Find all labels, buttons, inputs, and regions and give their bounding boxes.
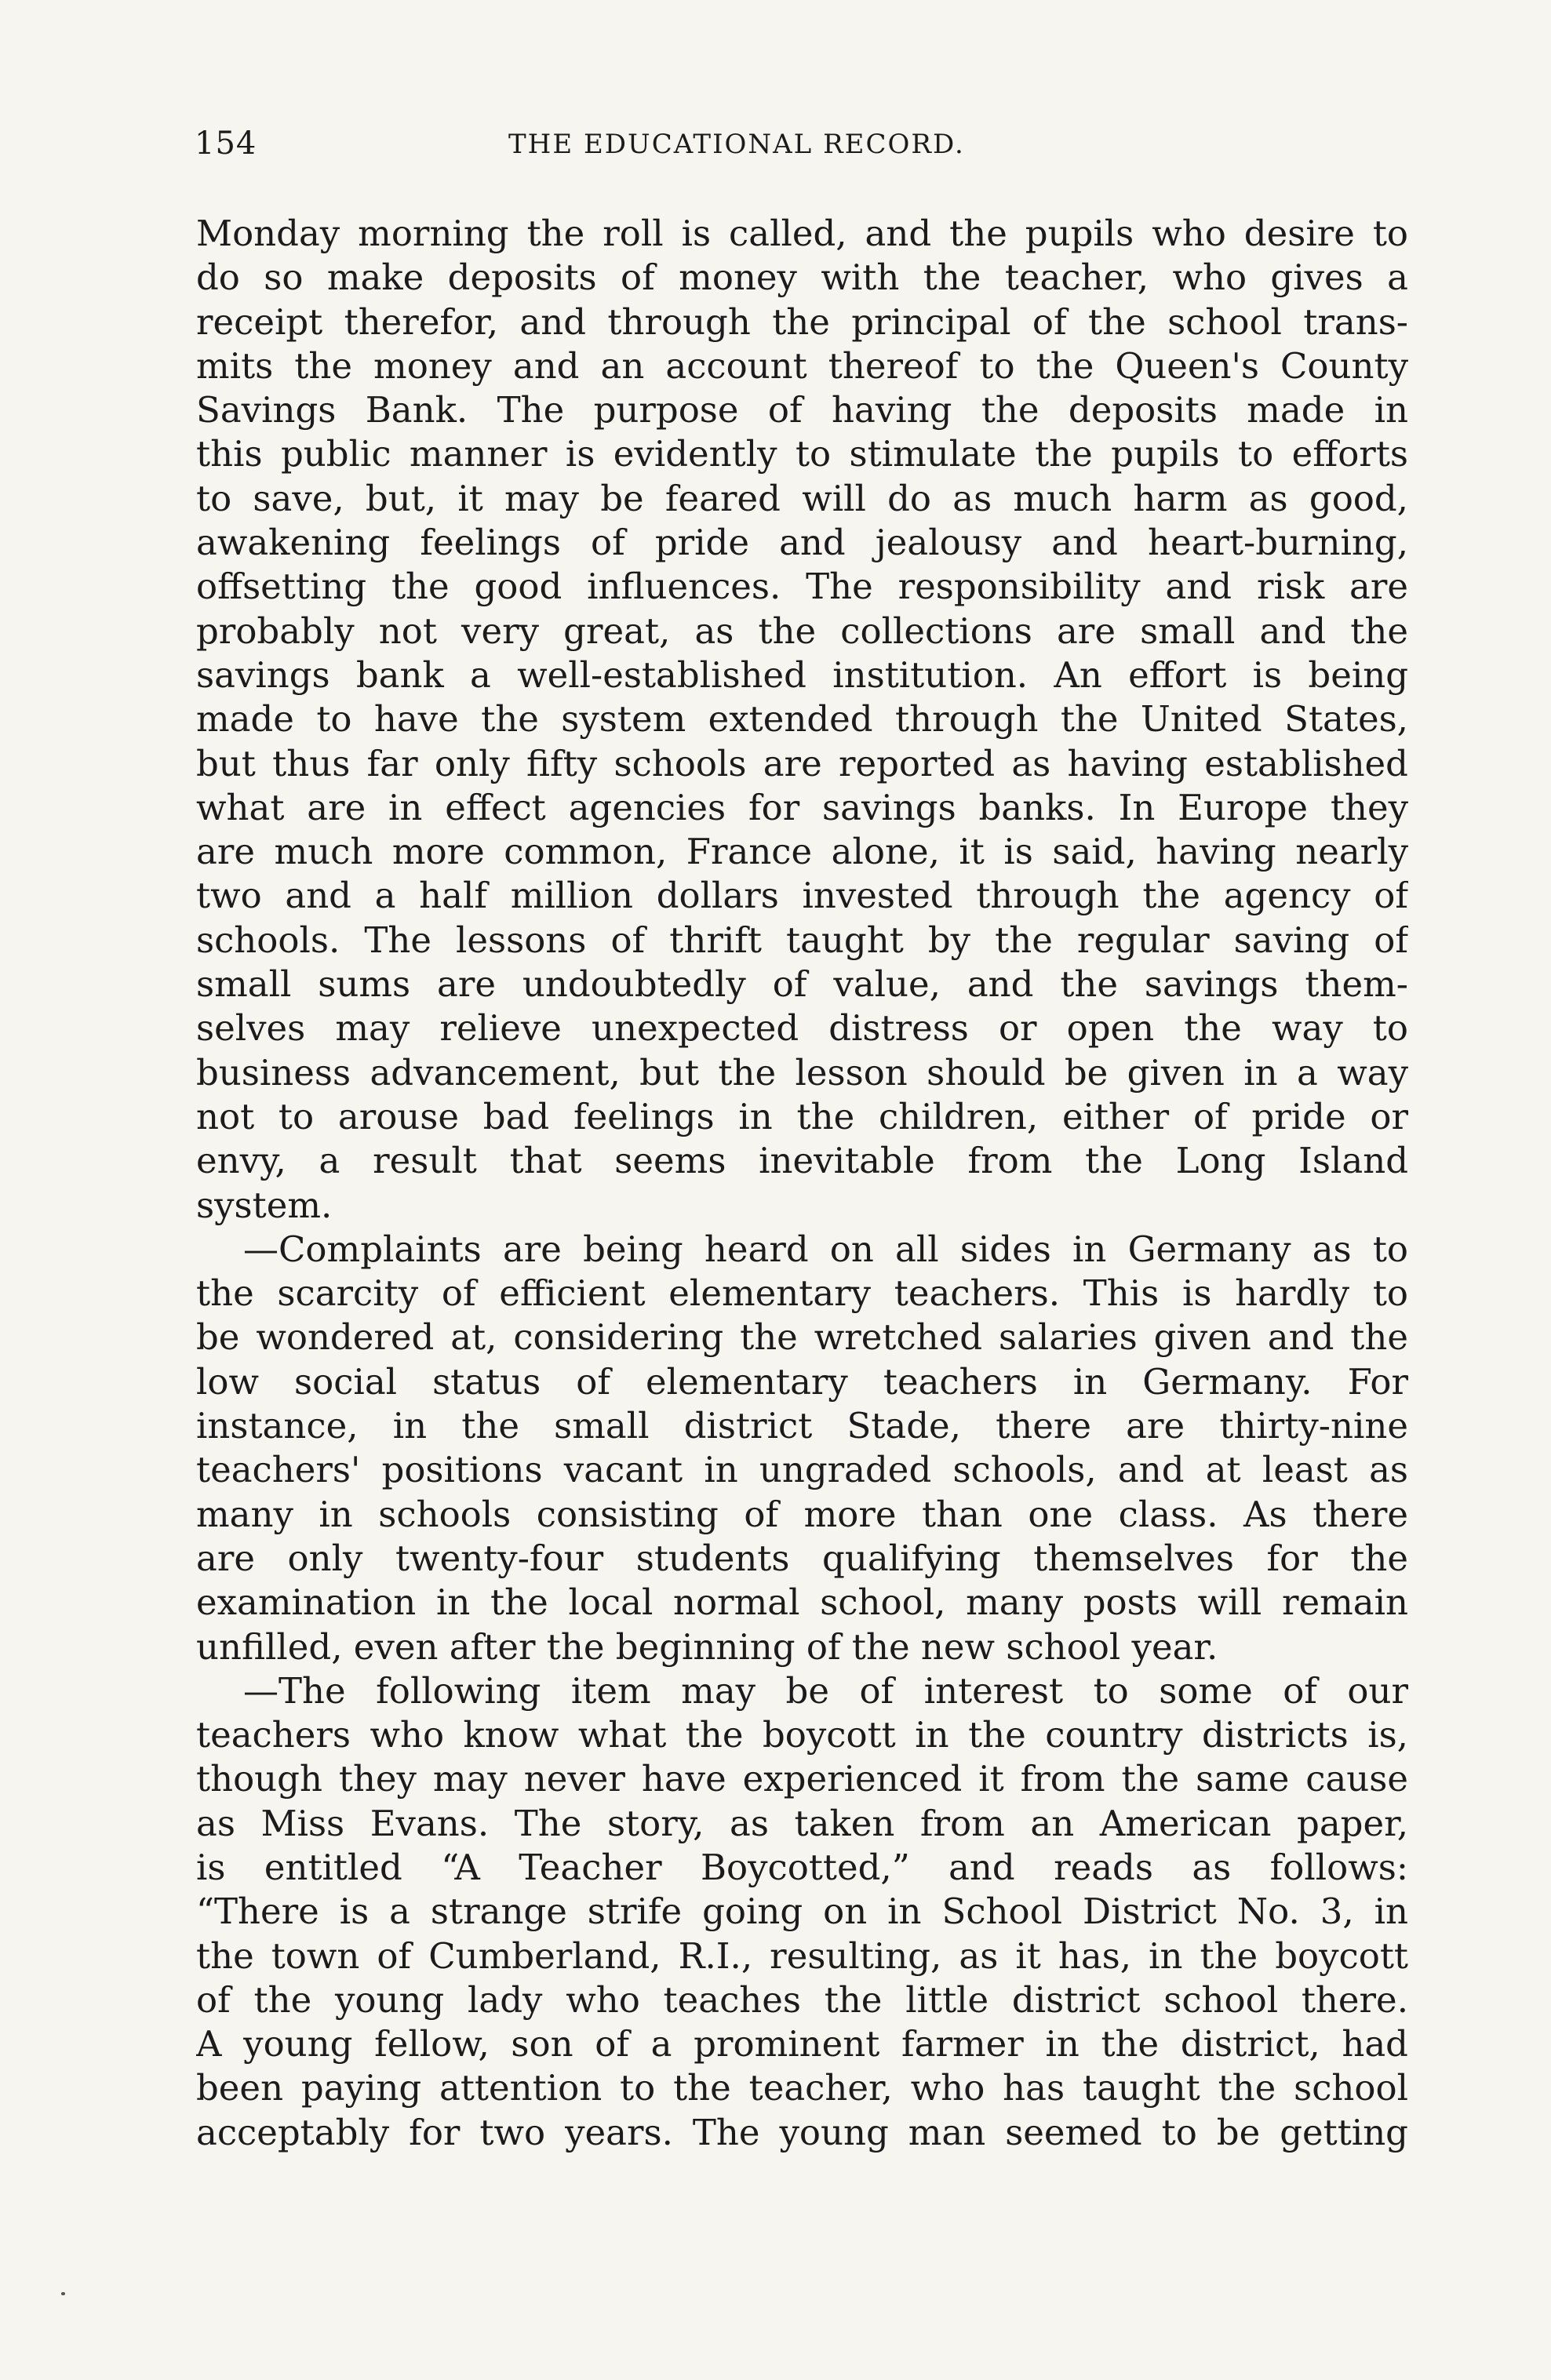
text-line: though they may never have experienced it from the same cause bbox=[196, 1758, 1408, 1800]
text-line: but thus far only fifty schools are reported as having established bbox=[196, 742, 1408, 784]
text-line: of the young lady who teaches the little district school there. bbox=[196, 1978, 1408, 2021]
text-line: not to arouse bad feelings in the children, either of pride or bbox=[196, 1095, 1408, 1137]
text-line: many in schools consisting of more than one class. As there bbox=[196, 1493, 1408, 1535]
body-text bbox=[196, 212, 1408, 2155]
text-line: Monday morning the roll is called, and the pupils who desire to bbox=[196, 213, 1408, 254]
text-line: to save, but, it may be feared will do as much harm as good, bbox=[196, 477, 1408, 519]
text-line: the scarcity of efficient elementary teachers. This is hardly to bbox=[196, 1272, 1408, 1315]
text-line: awakening feelings of pride and jealousy and heart-burning, bbox=[196, 522, 1408, 564]
paragraph-start-line: —The following item may be of interest to some of our bbox=[243, 1669, 1408, 1712]
text-line: the town of Cumberland, R.I., resulting, as it has, in the boycott bbox=[196, 1934, 1408, 1977]
text-line: two and a half million dollars invested through the agency of bbox=[196, 875, 1408, 917]
text-line: examination in the local normal school, many posts will remain bbox=[196, 1581, 1408, 1624]
text-line: teachers who know what the boycott in the country districts is, bbox=[196, 1714, 1408, 1756]
paragraph-end-line: unfilled, even after the beginning of the new school year. bbox=[196, 1625, 1218, 1668]
text-line: receipt therefor, and through the principal of the school trans- bbox=[196, 300, 1408, 343]
running-head bbox=[195, 126, 1407, 180]
text-line: small sums are undoubtedly of value, and the savings them- bbox=[196, 963, 1408, 1006]
text-line: Savings Bank. The purpose of having the deposits made in bbox=[196, 389, 1408, 431]
text-line: mits the money and an account thereof to the Queen's County bbox=[196, 344, 1408, 387]
text-line: selves may relieve unexpected distress or open the way to bbox=[196, 1007, 1408, 1050]
text-line: instance, in the small district Stade, there are thirty-nine bbox=[196, 1405, 1408, 1447]
scan-speck bbox=[61, 2292, 65, 2295]
journal-title: THE EDUCATIONAL RECORD. bbox=[508, 129, 965, 160]
text-line: do so make deposits of money with the teacher, who gives a bbox=[196, 257, 1408, 299]
text-line: business advancement, but the lesson should be given in a way bbox=[196, 1051, 1408, 1094]
page-number: 154 bbox=[195, 126, 257, 162]
text-line: teachers' positions vacant in ungraded schools, and at least as bbox=[196, 1449, 1408, 1491]
paragraph-end-line: system. bbox=[196, 1184, 333, 1226]
text-line: are much more common, France alone, it is said, having nearly bbox=[196, 831, 1408, 873]
paragraph-start-line: —Complaints are being heard on all sides in Germany as to bbox=[243, 1228, 1408, 1270]
text-line: been paying attention to the teacher, who has taught the school bbox=[196, 2067, 1408, 2109]
text-line: envy, a result that seems inevitable from the Long Island bbox=[196, 1140, 1408, 1182]
text-line: A young fellow, son of a prominent farmer in the district, had bbox=[196, 2023, 1408, 2065]
text-line: savings bank a well-established institution. An effort is being bbox=[196, 653, 1408, 696]
text-line: acceptably for two years. The young man seemed to be getting bbox=[196, 2111, 1408, 2153]
text-line: this public manner is evidently to stimulate the pupils to efforts bbox=[196, 433, 1408, 475]
text-line: offsetting the good influences. The responsibility and risk are bbox=[196, 566, 1408, 608]
text-line: as Miss Evans. The story, as taken from an American paper, bbox=[196, 1802, 1408, 1844]
text-line: low social status of elementary teachers in Germany. For bbox=[196, 1360, 1408, 1403]
text-line: are only twenty-four students qualifying themselves for the bbox=[196, 1537, 1408, 1579]
text-line: schools. The lessons of thrift taught by the regular saving of bbox=[196, 919, 1408, 961]
text-line: “There is a strange strife going on in School District No. 3, in bbox=[196, 1891, 1408, 1933]
text-line: is entitled “A Teacher Boycotted,” and reads as follows: bbox=[196, 1846, 1408, 1888]
text-line: made to have the system extended through the United States, bbox=[196, 698, 1408, 741]
text-line: probably not very great, as the collections are small and the bbox=[196, 610, 1408, 652]
text-line: what are in effect agencies for savings banks. In Europe they bbox=[196, 786, 1408, 828]
text-line: be wondered at, considering the wretched salaries given and the bbox=[196, 1316, 1408, 1359]
